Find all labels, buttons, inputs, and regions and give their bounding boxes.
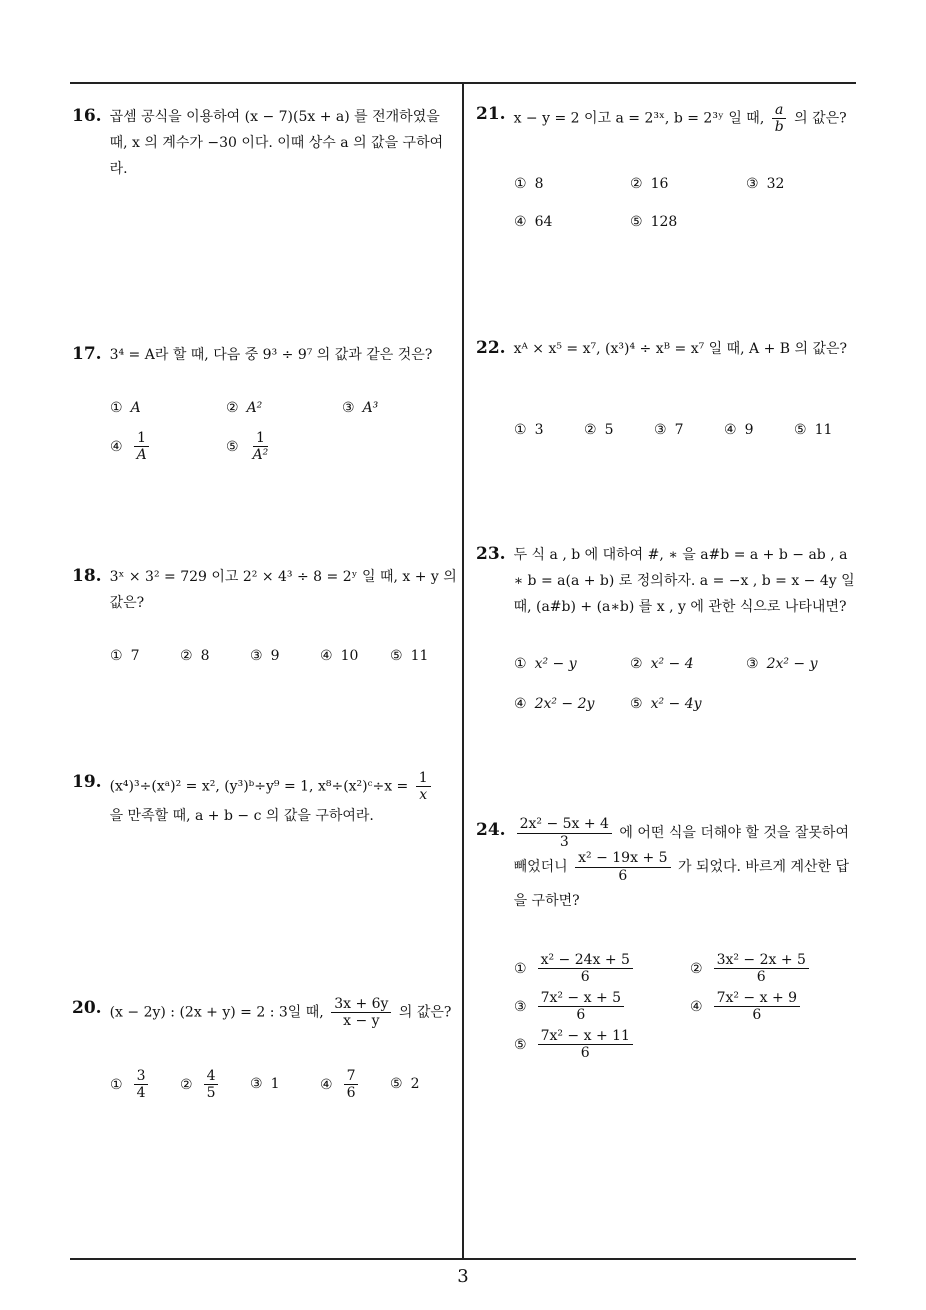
question-17	[72, 342, 457, 368]
choice-2[interactable]: ② x² − 4	[630, 656, 694, 672]
question-stem: (x⁴)³÷(xᵃ)² = x², (y³)ᵇ÷y⁹ = 1, x⁸÷(x²)ᶜ÷x = $\frac{1}{x}$ 을 만족할 때, a + b − c 의 값을 구하여라.	[110, 770, 457, 829]
choice-3[interactable]: ③ 2x² − y	[746, 656, 818, 672]
choice-1[interactable]: ① x² − y	[514, 656, 577, 672]
choice-4[interactable]: ④ $\frac{7}{6}$	[320, 1068, 361, 1101]
choice-5[interactable]: ⑤ 2	[390, 1076, 420, 1092]
choice-3[interactable]: ③ 7	[654, 422, 684, 438]
choice-4[interactable]: ④ 64	[514, 214, 553, 230]
question-23	[476, 542, 861, 620]
choice-2[interactable]: ② 5	[584, 422, 614, 438]
question-stem: 곱셈 공식을 이용하여 (x − 7)(5x + a) 를 전개하였을 때, x 의 계수가 −30 이다. 이때 상수 a 의 값을 구하여라.	[109, 109, 444, 177]
question-18	[72, 564, 457, 616]
question-stem: $\frac{\text{2x² − 5x + 4}}{3}$ 에 어떤 식을 더해야 할 것을 잘못하여 빼었더니 $\frac{\text{x² − 19x + 5}}{6}$ 가 되었다. 바르게 계산한 답을 구하면?	[513, 816, 849, 909]
choice-1[interactable]: ① $\frac{3}{4}$	[110, 1068, 151, 1101]
question-number: 24.	[476, 820, 506, 840]
choice-4[interactable]: ④ 2x² − 2y	[514, 696, 595, 712]
question-number: 18.	[72, 566, 102, 586]
choice-marker: ③	[342, 400, 355, 416]
question-21	[476, 102, 861, 135]
question-20	[72, 996, 457, 1029]
choice-marker: ①	[110, 400, 123, 416]
choice-4[interactable]: ④ 9	[724, 422, 754, 438]
choice-5[interactable]: ⑤ x² − 4y	[630, 696, 702, 712]
choice-1[interactable]: ① A	[110, 400, 141, 416]
bottom-rule	[70, 1258, 856, 1260]
choice-marker: ⑤	[226, 438, 239, 455]
choice-5[interactable]: ⑤ $\frac{1}{\text{A²}}$	[226, 430, 269, 464]
choice-5[interactable]: ⑤ $\frac{\text{7x² − x + 11}}{6}$	[514, 1028, 636, 1061]
choice-3[interactable]: ③ 9	[250, 648, 280, 664]
question-stem: xᴬ × x⁵ = x⁷, (x³)⁴ ÷ xᴮ = x⁷ 일 때, A + B 의 값은?	[513, 341, 848, 357]
question-stem: 두 식 a , b 에 대하여 #, ∗ 을 a#b = a + b − ab , a ∗ b = a(a + b) 로 정의하자. a = −x , b = x − 4y 일 때, (a#b) + (a∗b) 를 x , y 에 관한 식으로 나타내면?	[513, 547, 855, 615]
question-19	[72, 770, 457, 829]
question-24	[476, 816, 861, 918]
question-stem: x − y = 2 이고 a = 2³ˣ, b = 2³ʸ 일 때, $\frac{a}{b}$ 의 값은?	[513, 102, 847, 136]
question-number: 20.	[72, 998, 102, 1018]
choice-1[interactable]: ① 8	[514, 176, 544, 192]
question-16	[72, 104, 457, 182]
choice-4[interactable]: ④ $\frac{1}{A}$	[110, 430, 153, 463]
question-number: 21.	[476, 104, 506, 124]
question-number: 17.	[72, 344, 102, 364]
choice-5[interactable]: ⑤ 11	[794, 422, 833, 438]
choice-1[interactable]: ① 3	[514, 422, 544, 438]
choice-4[interactable]: ④ 10	[320, 648, 359, 664]
choice-3[interactable]: ③ $\frac{\text{7x² − x + 5}}{6}$	[514, 990, 627, 1023]
column-divider	[462, 82, 464, 1258]
choice-5[interactable]: ⑤ 11	[390, 648, 429, 664]
question-stem: (x − 2y) : (2x + y) = 2 : 3일 때, $\frac{3x + 6y}{x - y}$ 의 값은?	[109, 996, 452, 1030]
question-stem: 3⁴ = A라 할 때, 다음 중 9³ ÷ 9⁷ 의 값과 같은 것은?	[109, 347, 433, 363]
question-number: 16.	[72, 106, 102, 126]
choice-2[interactable]: ② $\frac{\text{3x² − 2x + 5}}{6}$	[690, 952, 812, 985]
choice-marker: ②	[226, 400, 239, 416]
choice-2[interactable]: ② A²	[226, 400, 263, 416]
choice-2[interactable]: ② $\frac{4}{5}$	[180, 1068, 221, 1101]
question-number: 22.	[476, 338, 506, 358]
choice-2[interactable]: ② 16	[630, 176, 669, 192]
question-number: 23.	[476, 544, 506, 564]
choice-4[interactable]: ④ $\frac{\text{7x² − x + 9}}{6}$	[690, 990, 803, 1023]
choice-1[interactable]: ① $\frac{\text{x² − 24x + 5}}{6}$	[514, 952, 636, 985]
question-22	[476, 336, 861, 362]
question-stem: 3ˣ × 3² = 729 이고 2² × 4³ ÷ 8 = 2ʸ 일 때, x + y 의 값은?	[109, 569, 457, 611]
choice-2[interactable]: ② 8	[180, 648, 210, 664]
choice-marker: ④	[110, 438, 123, 455]
page-number: 3	[457, 1266, 469, 1287]
choice-5[interactable]: ⑤ 128	[630, 214, 678, 230]
choice-3[interactable]: ③ 32	[746, 176, 785, 192]
question-number: 19.	[72, 772, 102, 792]
choice-3[interactable]: ③ 1	[250, 1076, 280, 1092]
choice-1[interactable]: ① 7	[110, 648, 140, 664]
choice-3[interactable]: ③ A³	[342, 400, 379, 416]
